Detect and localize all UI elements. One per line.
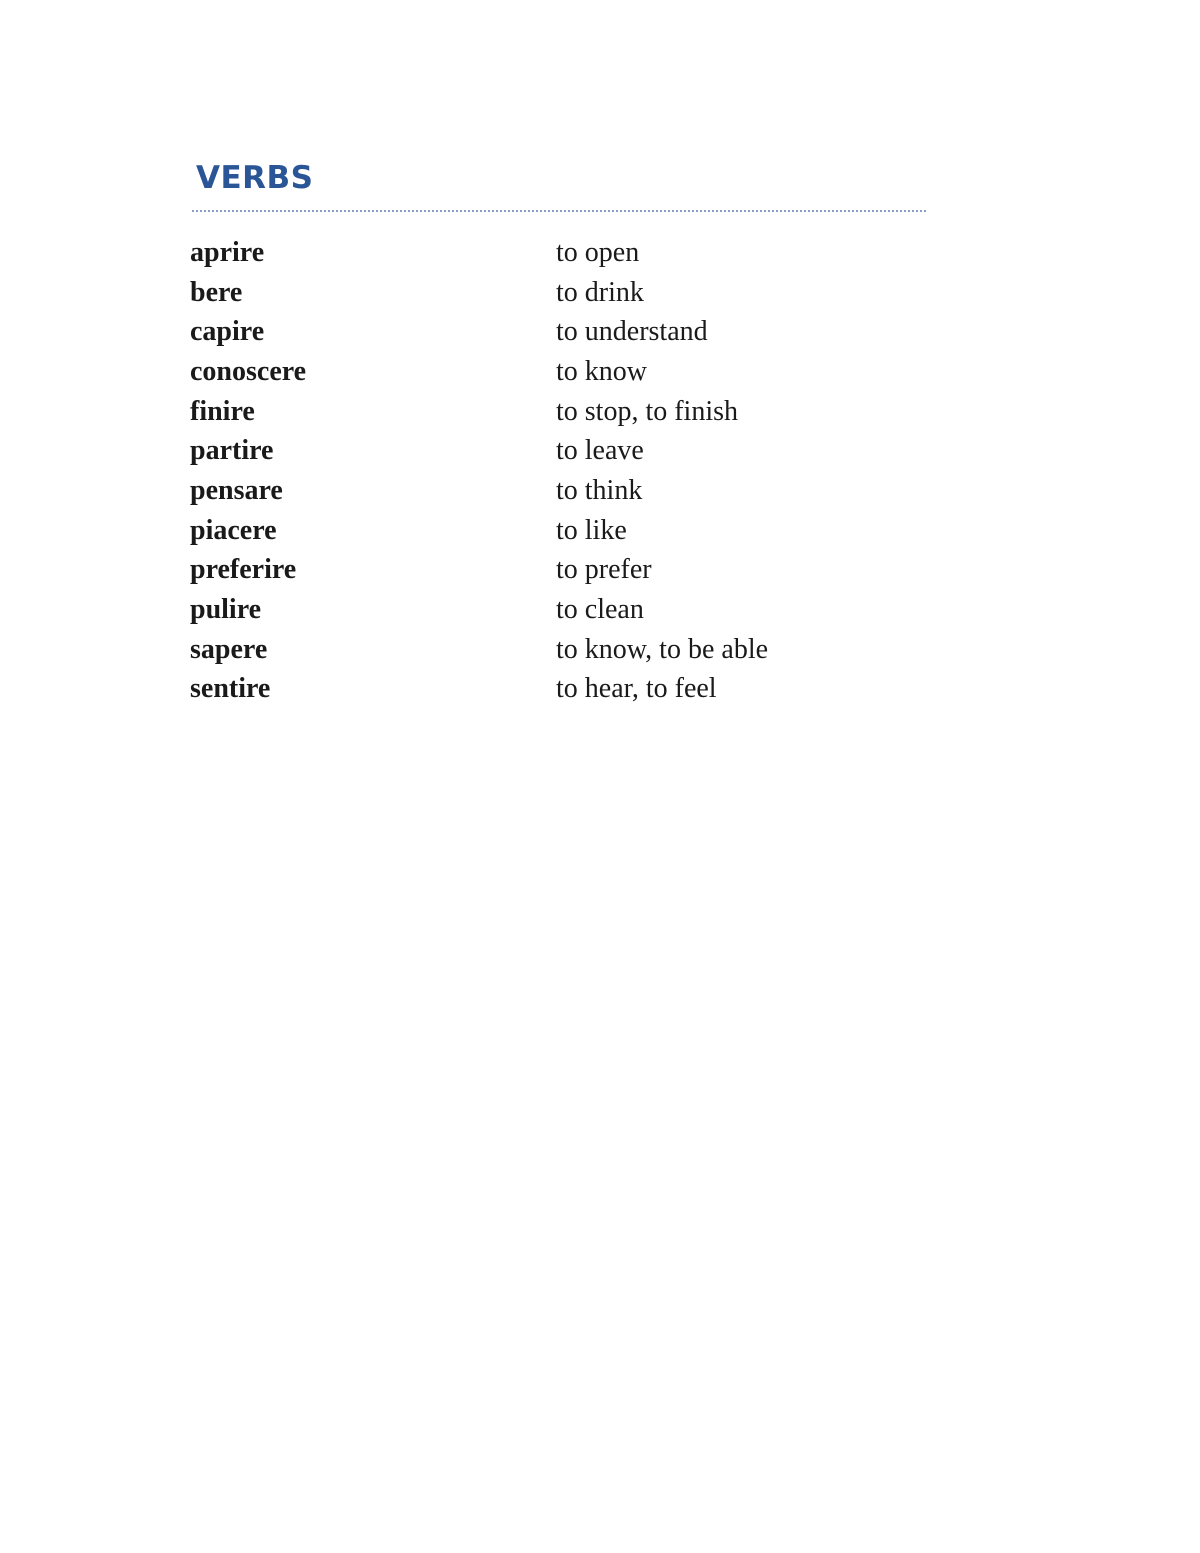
italian-term: sapere xyxy=(190,633,268,665)
english-meaning: to clean xyxy=(556,594,644,626)
vocabulary-list xyxy=(190,233,890,709)
italian-term: piacere xyxy=(190,514,277,546)
english-meaning: to know xyxy=(556,355,647,387)
vocab-row-capire xyxy=(190,312,890,352)
english-meaning: to prefer xyxy=(556,554,652,586)
section-title: VERBS xyxy=(196,160,314,196)
vocab-row-piacere xyxy=(190,511,890,551)
english-meaning: to stop, to finish xyxy=(556,395,739,427)
vocab-row-conoscere xyxy=(190,352,890,392)
vocab-row-sapere xyxy=(190,630,890,670)
vocab-row-sentire xyxy=(190,670,890,710)
italian-term: preferire xyxy=(190,554,297,586)
italian-term: sentire xyxy=(190,673,271,705)
english-meaning: to think xyxy=(556,474,643,506)
english-meaning: to understand xyxy=(556,316,708,348)
english-meaning: to open xyxy=(556,236,640,268)
vocab-row-pensare xyxy=(190,471,890,511)
italian-term: partire xyxy=(190,435,274,467)
english-meaning: to know, to be able xyxy=(556,633,769,665)
english-meaning: to hear, to feel xyxy=(556,673,717,705)
italian-term: aprire xyxy=(190,236,265,268)
italian-term: finire xyxy=(190,395,255,427)
dotted-divider xyxy=(192,210,926,212)
english-meaning: to leave xyxy=(556,435,644,467)
vocab-row-preferire xyxy=(190,551,890,591)
italian-term: capire xyxy=(190,316,265,348)
vocab-row-bere xyxy=(190,273,890,313)
italian-term: bere xyxy=(190,276,243,308)
italian-term: pulire xyxy=(190,594,262,626)
italian-term: pensare xyxy=(190,474,283,506)
english-meaning: to like xyxy=(556,514,627,546)
vocab-row-aprire xyxy=(190,233,890,273)
italian-term: conoscere xyxy=(190,355,307,387)
vocab-row-pulire xyxy=(190,590,890,630)
vocab-row-finire xyxy=(190,392,890,432)
vocab-row-partire xyxy=(190,431,890,471)
english-meaning: to drink xyxy=(556,276,644,308)
